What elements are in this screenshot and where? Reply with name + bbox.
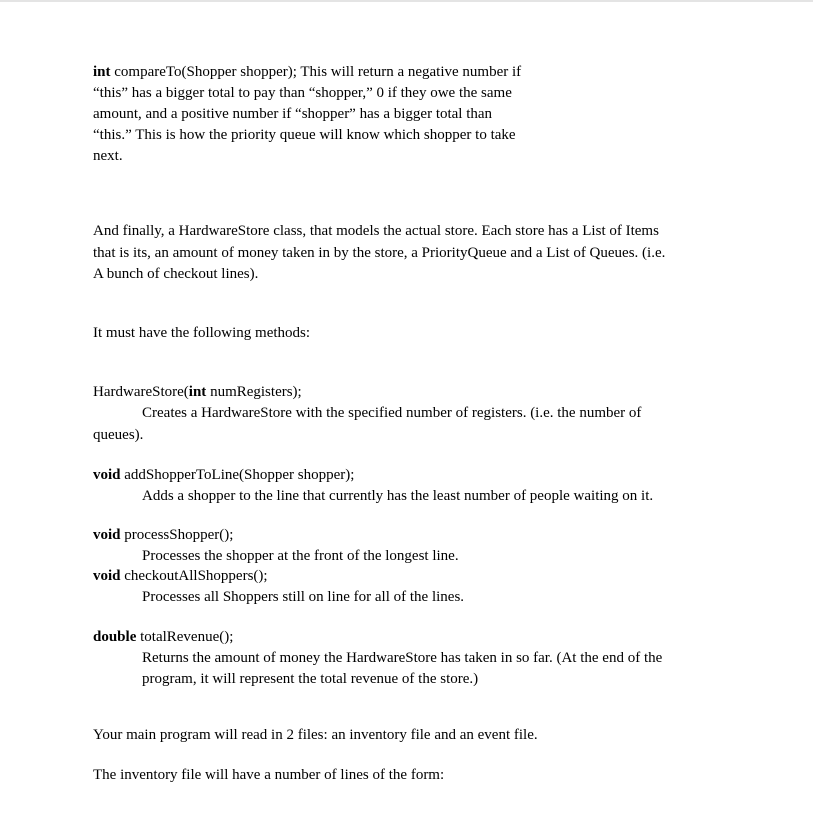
add-shopper-method: addShopperToLine(Shopper shopper); bbox=[120, 467, 355, 483]
constructor-name: HardwareStore( bbox=[93, 384, 189, 400]
checkout-all-signature bbox=[93, 567, 268, 585]
process-shopper-signature bbox=[93, 526, 233, 544]
methods-heading: It must have the following methods: bbox=[93, 325, 311, 341]
checkout-all-description: Processes all Shoppers still on line for all of the lines. bbox=[142, 589, 465, 605]
constructor-signature bbox=[93, 383, 302, 401]
main-program-paragraph: Your main program will read in 2 files: an inventory file and an event file. bbox=[93, 727, 538, 743]
total-revenue-method: totalRevenue(); bbox=[136, 629, 234, 645]
constructor-description-line-2: queues). bbox=[93, 427, 144, 443]
constructor-description-line-1: Creates a HardwareStore with the specified number of registers. (i.e. the number of bbox=[142, 405, 642, 421]
process-shopper-method: processShopper(); bbox=[120, 527, 234, 543]
keyword-int: int bbox=[188, 384, 207, 400]
total-revenue-signature bbox=[93, 628, 233, 646]
compare-to-line-5: next. bbox=[93, 148, 123, 164]
compare-to-line-2: “this” has a bigger total to pay than “shopper,” 0 if they owe the same bbox=[93, 85, 512, 101]
checkout-all-method: checkoutAllShoppers(); bbox=[120, 568, 268, 584]
keyword-void: void bbox=[93, 527, 121, 543]
process-shopper-description: Processes the shopper at the front of the longest line. bbox=[142, 548, 459, 564]
compare-to-signature: compareTo(Shopper shopper); This will return a negative number if bbox=[110, 64, 522, 80]
add-shopper-signature bbox=[93, 466, 354, 484]
constructor-param: numRegisters); bbox=[206, 384, 302, 400]
hardware-intro-line-3: A bunch of checkout lines). bbox=[93, 266, 259, 282]
keyword-double: double bbox=[93, 629, 137, 645]
compare-to-line-4: “this.” This is how the priority queue will know which shopper to take bbox=[93, 127, 516, 143]
inventory-file-paragraph: The inventory file will have a number of lines of the form: bbox=[93, 767, 445, 783]
keyword-void: void bbox=[93, 568, 121, 584]
total-revenue-description-line-2: program, it will represent the total revenue of the store.) bbox=[142, 671, 479, 687]
keyword-void: void bbox=[93, 467, 121, 483]
compare-to-line-3: amount, and a positive number if “shopper” has a bigger total than bbox=[93, 106, 493, 122]
keyword-int: int bbox=[93, 64, 111, 80]
compare-to-line-1 bbox=[93, 63, 521, 81]
add-shopper-description: Adds a shopper to the line that currently has the least number of people waiting on it. bbox=[142, 488, 654, 504]
total-revenue-description-line-1: Returns the amount of money the HardwareStore has taken in so far. (At the end of the bbox=[142, 650, 663, 666]
hardware-intro-line-2: that is its, an amount of money taken in by the store, a PriorityQueue and a List of Queues. (i.e. bbox=[93, 245, 666, 261]
hardware-intro-line-1: And finally, a HardwareStore class, that models the actual store. Each store has a List of Items bbox=[93, 223, 659, 239]
